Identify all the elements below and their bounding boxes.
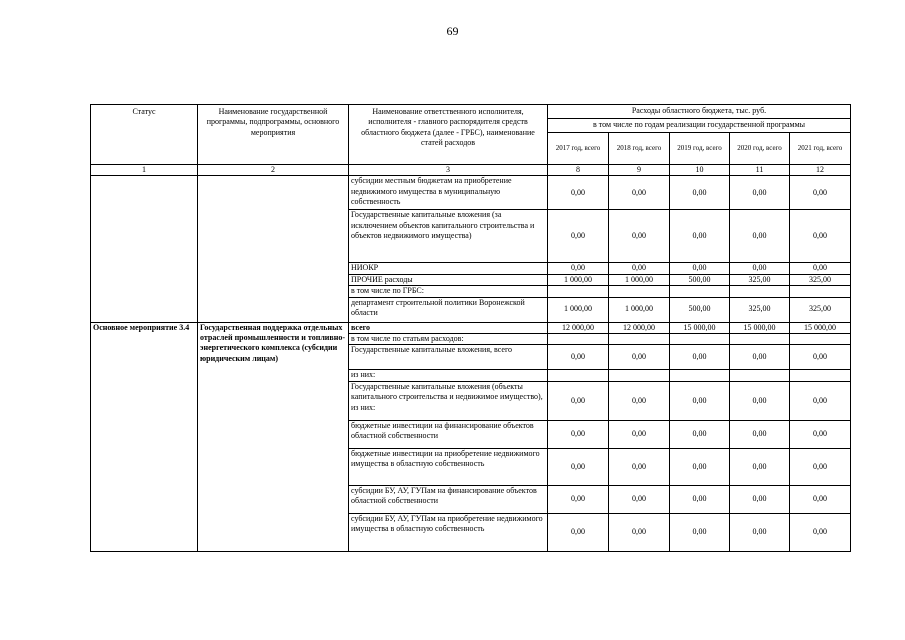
col-num: 2 — [198, 165, 349, 176]
value-cell: 0,00 — [730, 513, 790, 551]
value-cell: 0,00 — [730, 263, 790, 274]
header-year-2017: 2017 год, всего — [548, 133, 609, 165]
value-cell — [670, 333, 730, 344]
value-cell: 0,00 — [548, 345, 609, 370]
value-cell: 0,00 — [609, 176, 670, 210]
header-year-2018: 2018 год, всего — [609, 133, 670, 165]
header-by-years: в том числе по годам реализации государственной программы — [548, 119, 851, 133]
value-cell: 0,00 — [790, 448, 851, 485]
value-cell — [609, 370, 670, 381]
value-cell — [790, 333, 851, 344]
name-cell-empty — [198, 176, 349, 322]
value-cell: 0,00 — [670, 176, 730, 210]
value-cell: 325,00 — [790, 297, 851, 322]
value-cell: 0,00 — [609, 210, 670, 263]
budget-table — [90, 104, 851, 552]
row-label: Государственные капитальные вложения (за исключением объектов капитального строительства и объектов недвижимого имущества) — [349, 210, 548, 263]
value-cell: 325,00 — [730, 274, 790, 285]
value-cell: 0,00 — [609, 381, 670, 420]
value-cell: 0,00 — [609, 420, 670, 448]
row-label: всего — [349, 322, 548, 333]
value-cell: 1 000,00 — [609, 274, 670, 285]
row-label: в том числе по ГРБС: — [349, 286, 548, 297]
value-cell: 0,00 — [548, 381, 609, 420]
row-label: в том числе по статьям расходов: — [349, 333, 548, 344]
value-cell: 1 000,00 — [548, 274, 609, 285]
value-cell: 500,00 — [670, 274, 730, 285]
value-cell: 0,00 — [790, 210, 851, 263]
value-cell: 0,00 — [670, 513, 730, 551]
col-num: 3 — [349, 165, 548, 176]
value-cell — [609, 286, 670, 297]
row-label: департамент строительной политики Воронежской области — [349, 297, 548, 322]
row-label: Государственные капитальные вложения (объекты капитального строительства и недвижимое имущество), из них: — [349, 381, 548, 420]
value-cell: 0,00 — [670, 345, 730, 370]
value-cell: 0,00 — [670, 485, 730, 513]
value-cell — [609, 333, 670, 344]
header-year-2021: 2021 год, всего — [790, 133, 851, 165]
value-cell: 0,00 — [548, 420, 609, 448]
value-cell: 0,00 — [548, 513, 609, 551]
header-year-2019: 2019 год, всего — [670, 133, 730, 165]
value-cell — [548, 286, 609, 297]
value-cell: 0,00 — [730, 210, 790, 263]
value-cell: 325,00 — [790, 274, 851, 285]
row-label: субсидии местным бюджетам на приобретение недвижимого имущества в муниципальную собственность — [349, 176, 548, 210]
value-cell: 15 000,00 — [730, 322, 790, 333]
value-cell: 12 000,00 — [609, 322, 670, 333]
status-cell-empty — [91, 176, 198, 322]
value-cell — [670, 370, 730, 381]
value-cell — [548, 333, 609, 344]
column-numbers-row — [91, 165, 851, 176]
value-cell: 0,00 — [548, 210, 609, 263]
value-cell: 0,00 — [730, 420, 790, 448]
value-cell: 0,00 — [609, 485, 670, 513]
value-cell: 0,00 — [670, 448, 730, 485]
table-row — [91, 176, 851, 210]
value-cell: 0,00 — [609, 448, 670, 485]
value-cell: 0,00 — [730, 448, 790, 485]
value-cell: 0,00 — [609, 345, 670, 370]
col-num: 8 — [548, 165, 609, 176]
value-cell: 0,00 — [790, 420, 851, 448]
header-status: Статус — [91, 105, 198, 165]
value-cell: 0,00 — [670, 420, 730, 448]
value-cell: 0,00 — [670, 263, 730, 274]
value-cell: 0,00 — [609, 263, 670, 274]
value-cell: 15 000,00 — [670, 322, 730, 333]
row-label: бюджетные инвестиции на приобретение недвижимого имущества в областную собственность — [349, 448, 548, 485]
row-label: субсидии БУ, АУ, ГУПам на приобретение недвижимого имущества в областную собственность — [349, 513, 548, 551]
value-cell — [730, 333, 790, 344]
value-cell: 500,00 — [670, 297, 730, 322]
value-cell: 0,00 — [790, 485, 851, 513]
page-number: 69 — [446, 24, 459, 38]
value-cell: 0,00 — [670, 210, 730, 263]
value-cell: 0,00 — [548, 263, 609, 274]
value-cell — [790, 370, 851, 381]
table-row — [91, 322, 851, 333]
row-label: ПРОЧИЕ расходы — [349, 274, 548, 285]
value-cell: 0,00 — [548, 485, 609, 513]
header-expenses: Расходы областного бюджета, тыс. руб. — [548, 105, 851, 119]
value-cell — [670, 286, 730, 297]
value-cell: 325,00 — [730, 297, 790, 322]
activity-status: Основное мероприятие 3.4 — [91, 322, 198, 551]
header-executor: Наименование ответственного исполнителя, исполнителя - главного распорядителя средств областного бюджета (далее - ГРБС), наименование статей расходов — [349, 105, 548, 165]
value-cell: 12 000,00 — [548, 322, 609, 333]
value-cell: 0,00 — [548, 176, 609, 210]
header-program-name: Наименование государственной программы, подпрограммы, основного мероприятия — [198, 105, 349, 165]
value-cell — [730, 286, 790, 297]
col-num: 9 — [609, 165, 670, 176]
value-cell — [548, 370, 609, 381]
activity-name: Государственная поддержка отдельных отраслей промышленности и топливно-энергетического комплекса (субсидии юридическим лицам) — [198, 322, 349, 551]
value-cell: 15 000,00 — [790, 322, 851, 333]
col-num: 11 — [730, 165, 790, 176]
value-cell — [730, 370, 790, 381]
value-cell: 0,00 — [730, 345, 790, 370]
col-num: 1 — [91, 165, 198, 176]
row-label: субсидии БУ, АУ, ГУПам на финансирование объектов областной собственности — [349, 485, 548, 513]
value-cell: 0,00 — [790, 513, 851, 551]
value-cell — [790, 286, 851, 297]
value-cell: 0,00 — [790, 176, 851, 210]
value-cell: 0,00 — [548, 448, 609, 485]
row-label: НИОКР — [349, 263, 548, 274]
value-cell: 1 000,00 — [609, 297, 670, 322]
value-cell: 0,00 — [790, 263, 851, 274]
row-label: из них: — [349, 370, 548, 381]
value-cell: 0,00 — [790, 381, 851, 420]
value-cell: 1 000,00 — [548, 297, 609, 322]
value-cell: 0,00 — [670, 381, 730, 420]
col-num: 12 — [790, 165, 851, 176]
row-label: бюджетные инвестиции на финансирование объектов областной собственности — [349, 420, 548, 448]
col-num: 10 — [670, 165, 730, 176]
value-cell: 0,00 — [730, 381, 790, 420]
value-cell: 0,00 — [790, 345, 851, 370]
header-year-2020: 2020 год, всего — [730, 133, 790, 165]
value-cell: 0,00 — [730, 176, 790, 210]
row-label: Государственные капитальные вложения, всего — [349, 345, 548, 370]
value-cell: 0,00 — [609, 513, 670, 551]
value-cell: 0,00 — [730, 485, 790, 513]
